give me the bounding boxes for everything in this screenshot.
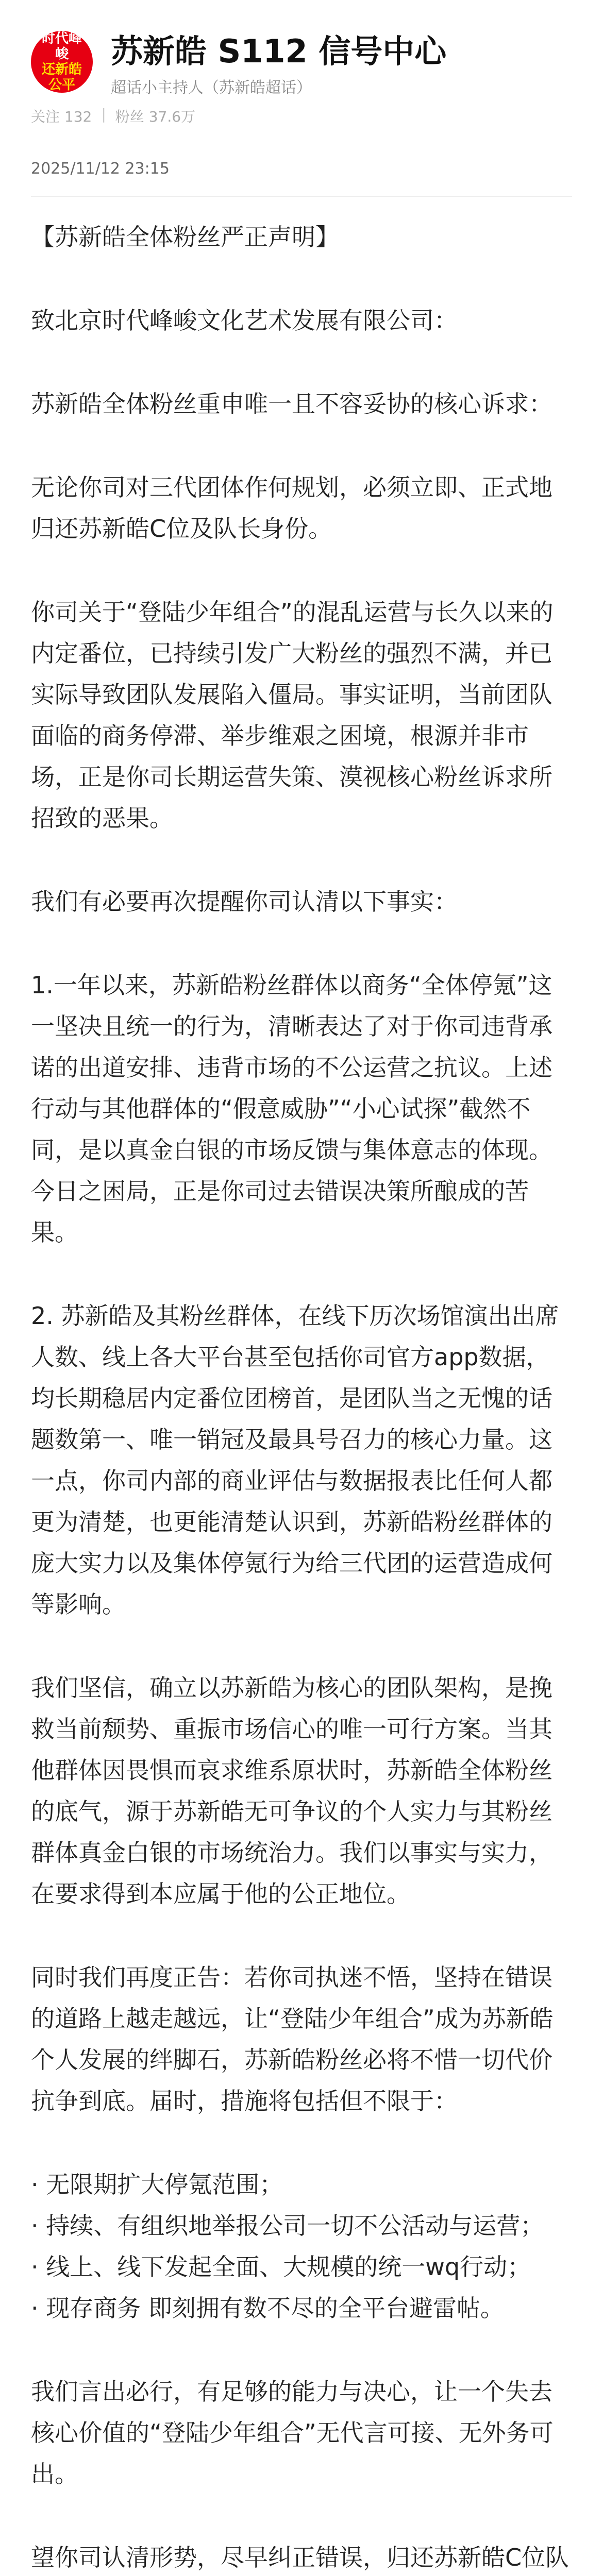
paragraph: 无论你司对三代团体作何规划，必须立即、正式地归还苏新皓C位及队长身份。 bbox=[31, 473, 552, 543]
paragraph: 致北京时代峰峻文化艺术发展有限公司： bbox=[31, 307, 458, 334]
avatar-line-1: 时代峰峻 bbox=[41, 31, 82, 62]
fans-count[interactable]: 粉丝 37.6万 bbox=[115, 108, 196, 125]
page-title[interactable]: 苏新皓 S112 信号中心 bbox=[111, 32, 447, 70]
bullet-item: · 持续、有组织地举报公司一切不公活动与运营； bbox=[31, 2212, 544, 2240]
user-stats bbox=[31, 106, 195, 126]
avatar-text bbox=[36, 31, 88, 93]
paragraph: 2. 苏新皓及其粉丝群体，在线下历次场馆演出出席人数、线上各大平台甚至包括你司官方app数据，均长期稳居内定番位团榜首，是团队当之无愧的话题数第一、唯一销冠及最具号召力的核心力量。这一点，你司内部的商业评估与数据报表比任何人都更为清楚，也更能清楚认识到，苏新皓粉丝群体的庞大实力以及集体停氪行为给三代团的运营造成何等影响。 bbox=[31, 1302, 559, 1618]
paragraph: 我们坚信，确立以苏新皓为核心的团队架构，是挽救当前颓势、重振市场信心的唯一可行方案。当其他群体因畏惧而哀求维系原状时，苏新皓全体粉丝的底气，源于苏新皓无可争议的个人实力与其粉丝群体真金白银的市场统治力。我们以事实与实力，在要求得到本应属于他的公正地位。 bbox=[31, 1674, 552, 1908]
avatar[interactable] bbox=[31, 31, 93, 93]
bullet-list bbox=[31, 2164, 572, 2329]
paragraph: 1.一年以来，苏新皓粉丝群体以商务“全体停氪”这一坚决且统一的行为，清晰表达了对于你司违背承诺的出道安排、违背市场的不公运营之抗议。上述行动与其他群体的“假意威胁”“小心试探”截然不同，是以真金白银的市场反馈与集体意志的体现。今日之困局，正是你司过去错误决策所酿成的苦果。 bbox=[31, 971, 552, 1246]
avatar-line-2: 还新皓公平 bbox=[41, 62, 82, 93]
user-subtitle: 超话小主持人（苏新皓超话） bbox=[111, 79, 312, 97]
follow-count[interactable]: 关注 132 bbox=[31, 108, 92, 125]
bullet-item: · 无限期扩大停氪范围； bbox=[31, 2171, 283, 2198]
paragraph: 苏新皓全体粉丝重申唯一且不容妥协的核心诉求： bbox=[31, 390, 552, 418]
divider bbox=[31, 196, 572, 197]
stats-separator: | bbox=[101, 106, 106, 123]
paragraph: 你司关于“登陆少年组合”的混乱运营与长久以来的内定番位，已持续引发广大粉丝的强烈不满，并已实际导致团队发展陷入僵局。事实证明，当前团队面临的商务停滞、举步维艰之困境，根源并非市场，正是你司长期运营失策、漠视核心粉丝诉求所招致的恶果。 bbox=[31, 598, 554, 832]
paragraph: 同时我们再度正告：若你司执迷不悟，坚持在错误的道路上越走越远，让“登陆少年组合”成为苏新皓个人发展的绊脚石，苏新皓粉丝必将不惜一切代价抗争到底。届时，措施将包括但不限于： bbox=[31, 1963, 554, 2115]
bullet-item: · 线上、线下发起全面、大规模的统一wq行动； bbox=[31, 2253, 531, 2281]
paragraph: 【苏新皓全体粉丝严正声明】 bbox=[31, 223, 339, 251]
post-date: 2025/11/12 23:15 bbox=[31, 160, 170, 178]
post-content bbox=[31, 216, 572, 2576]
bullet-item: · 现存商务 即刻拥有数不尽的全平台避雷帖。 bbox=[31, 2294, 504, 2322]
paragraph: 我们有必要再次提醒你司认清以下事实： bbox=[31, 888, 458, 916]
paragraph: 我们言出必行，有足够的能力与决心，让一个失去核心价值的“登陆少年组合”无代言可接、无外务可出。 bbox=[31, 2378, 554, 2488]
paragraph: 望你司认清形势，尽早纠正错误，归还苏新皓C位队 bbox=[31, 2544, 569, 2571]
